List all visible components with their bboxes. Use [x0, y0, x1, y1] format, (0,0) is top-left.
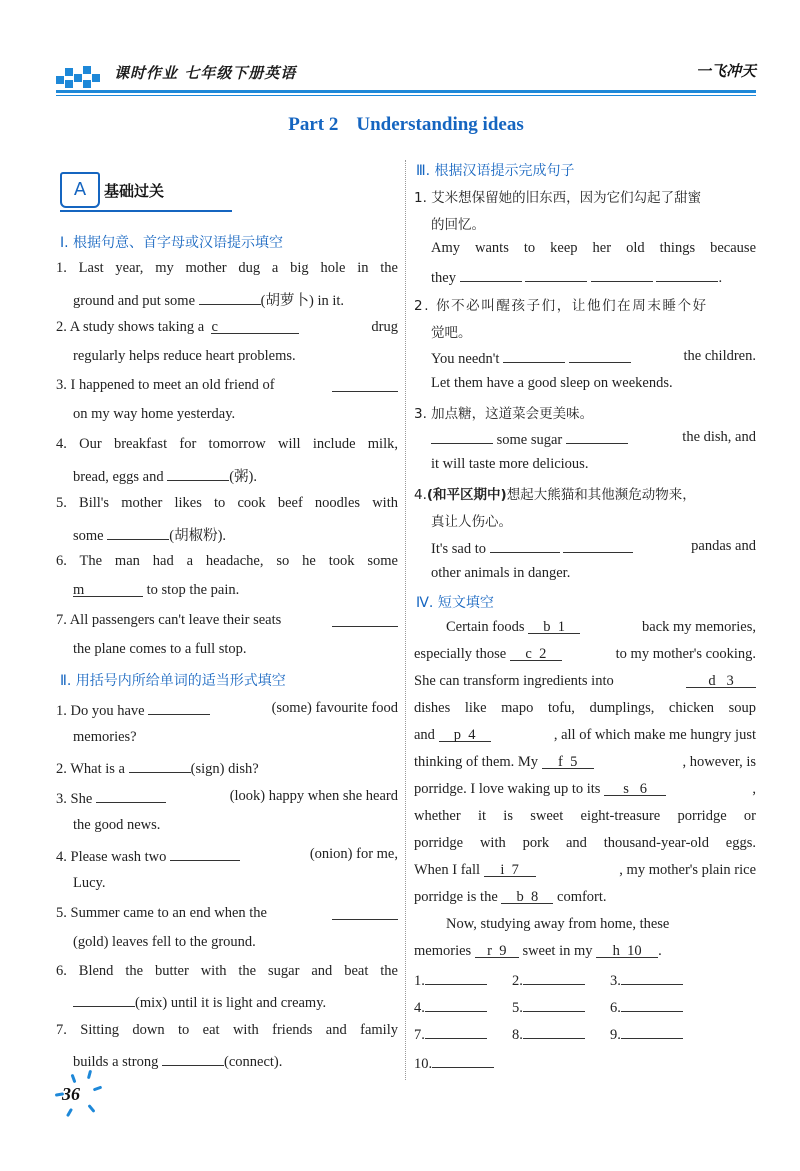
text: back my memories, — [642, 619, 756, 635]
gap-number: 10 — [627, 943, 642, 959]
passage-line: porridge. I love waking up to its s 6 , — [414, 781, 756, 797]
passage-line — [414, 646, 756, 663]
answer-blank[interactable] — [490, 538, 560, 553]
passage-line: whether it is sweet eight-treasure porridge or — [414, 808, 756, 824]
answer-blank[interactable] — [73, 992, 135, 1007]
part-number: Part 2 — [288, 114, 339, 135]
answer-blank[interactable] — [621, 970, 683, 985]
passage-gap[interactable] — [439, 727, 491, 742]
s1-line: 1. Last year, my mother dug a big hole in the — [56, 260, 398, 276]
answer-line — [512, 1024, 585, 1044]
s3-line: 真让人伤心。 — [431, 514, 512, 530]
text: ground and put some — [73, 293, 196, 309]
answer-number: 10. — [414, 1056, 433, 1072]
text: some sugar — [496, 432, 563, 448]
section-2-heading: Ⅱ. 用括号内所给单词的适当形式填空 — [60, 673, 286, 689]
answer-blank[interactable] — [431, 429, 493, 444]
s3-line: 2. 你不必叫醒孩子们，让他们在周末睡个好 — [414, 298, 708, 314]
answer-blank[interactable] — [96, 788, 166, 803]
s2-line: the good news. — [73, 817, 161, 833]
gap-number: 7 — [511, 862, 519, 878]
passage-line — [414, 727, 756, 744]
answer-blank[interactable] — [523, 1024, 585, 1039]
s3-line: 1. 艾米想保留她的旧东西，因为它们勾起了甜蜜 — [414, 190, 702, 206]
s1-line — [73, 465, 257, 486]
answer-blank[interactable] — [525, 267, 587, 282]
header-title: 课时作业 七年级下册英语 — [114, 64, 297, 82]
badge-underline — [60, 210, 232, 212]
s1-line — [73, 289, 344, 310]
answer-number: 5. — [512, 1000, 523, 1016]
gap-letter: b — [516, 889, 524, 905]
s1-line — [56, 319, 398, 336]
text: 4. Please wash two — [56, 849, 167, 865]
text: When I fall — [414, 862, 481, 878]
text: 3. She — [56, 791, 93, 807]
passage-gap[interactable] — [484, 862, 536, 877]
gap-letter: i — [500, 862, 505, 878]
answer-number: 3. — [610, 973, 621, 989]
text: porridge. I love waking up to its — [414, 781, 601, 797]
header-rule — [56, 90, 756, 93]
s3-line: other animals in danger. — [431, 565, 571, 581]
text: , however, is — [682, 754, 756, 770]
section-3-heading: Ⅲ. 根据汉语提示完成句子 — [416, 163, 575, 179]
book-icon — [60, 172, 100, 208]
badge-letter: A — [73, 179, 87, 200]
s2-line: 6. Blend the butter with the sugar and beat the — [56, 963, 398, 979]
s2-line — [56, 758, 259, 778]
s1-line: regularly helps reduce heart problems. — [73, 348, 296, 364]
text: comfort. — [557, 889, 607, 905]
answer-line — [512, 997, 585, 1017]
text: , all of which make me hungry just — [553, 727, 756, 743]
text: . — [658, 943, 662, 959]
answer-line — [414, 1053, 494, 1073]
s2-line — [73, 1051, 282, 1071]
s1-line — [56, 612, 398, 629]
answer-number: 1. — [414, 973, 425, 989]
answer-blank[interactable] — [523, 997, 585, 1012]
answer-line — [610, 970, 683, 990]
answer-number: 2. — [512, 973, 523, 989]
s2-line: 7. Sitting down to eat with friends and family — [56, 1022, 398, 1038]
section-badge — [60, 170, 232, 212]
passage-line: porridge with pork and thousand-year-old eggs. — [414, 835, 756, 851]
text: (胡椒粉). — [169, 528, 227, 544]
answer-line — [512, 970, 585, 990]
passage-line — [414, 754, 756, 771]
gap-number: 3 — [726, 673, 734, 689]
column-divider — [405, 160, 406, 1080]
answer-blank[interactable] — [211, 319, 299, 334]
s3-line — [431, 348, 756, 368]
answer-blank[interactable] — [621, 1024, 683, 1039]
answer-blank[interactable] — [566, 429, 628, 444]
s1-line — [73, 524, 226, 545]
text: (connect). — [224, 1054, 283, 1070]
s3-line: it will taste more delicious. — [431, 456, 589, 472]
passage-line: dishes like mapo tofu, dumplings, chicken soup — [414, 700, 756, 716]
gap-letter: f — [558, 754, 563, 770]
passage-line: Now, studying away from home, these — [446, 916, 670, 932]
header-rule-thin — [56, 95, 756, 96]
s3-line — [431, 429, 756, 449]
text: they — [431, 270, 456, 286]
s2-line: (gold) leaves fell to the ground. — [73, 934, 256, 950]
text: especially those — [414, 646, 507, 662]
text: 3. I happened to meet an old friend of — [56, 377, 275, 393]
text: (mix) until it is light and creamy. — [135, 995, 327, 1011]
s3-line: Amy wants to keep her old things because — [431, 240, 756, 256]
passage-gap[interactable] — [604, 781, 666, 796]
s3-line — [431, 538, 756, 558]
answer-blank[interactable] — [656, 267, 718, 282]
text: memories — [414, 943, 472, 959]
answer-blank[interactable] — [523, 970, 585, 985]
text: the dish, and — [682, 429, 756, 445]
gap-letter: b — [543, 619, 551, 635]
passage-gap[interactable] — [686, 673, 756, 688]
text: 想起大熊猫和其他濒危动物来， — [506, 487, 696, 503]
s1-line: the plane comes to a full stop. — [73, 641, 247, 657]
s1-line — [56, 377, 398, 394]
passage-gap[interactable] — [528, 619, 580, 634]
text: 4. — [414, 487, 427, 503]
text: to my mother's cooking. — [615, 646, 756, 662]
gap-number: 4 — [468, 727, 476, 743]
passage-gap[interactable] — [501, 889, 553, 904]
s3-line: they . — [431, 267, 722, 287]
answer-line — [414, 997, 487, 1017]
answer-blank[interactable] — [503, 348, 565, 363]
s1-line — [73, 582, 239, 599]
gap-number: 2 — [539, 646, 547, 662]
answer-line — [610, 1024, 683, 1044]
s3-line: 3. 加点糖，这道菜会更美味。 — [414, 406, 594, 422]
answer-blank[interactable] — [425, 1024, 487, 1039]
answer-blank[interactable] — [199, 290, 261, 305]
answer-number: 6. — [610, 1000, 621, 1016]
text: (胡萝卜) in it. — [260, 293, 345, 309]
answer-blank[interactable] — [73, 582, 143, 597]
text: 1. Do you have — [56, 703, 145, 719]
part-title — [0, 114, 800, 136]
answer-blank[interactable] — [591, 267, 653, 282]
answer-number: 7. — [414, 1027, 425, 1043]
s2-line — [56, 700, 398, 720]
answer-number: 4. — [414, 1000, 425, 1016]
answer-blank[interactable] — [170, 846, 240, 861]
gap-number: 6 — [639, 781, 647, 797]
logo-grid-icon — [56, 64, 100, 92]
answer-blank[interactable] — [425, 997, 487, 1012]
passage-line — [446, 619, 756, 636]
passage-line — [414, 943, 662, 960]
gap-letter: h — [612, 943, 620, 959]
s1-line: on my way home yesterday. — [73, 406, 236, 422]
text: 5. Summer came to an end when the — [56, 905, 267, 921]
text: pandas and — [691, 538, 756, 554]
answer-number: 9. — [610, 1027, 621, 1043]
s3-line: 觉吧。 — [431, 325, 472, 341]
s3-line: 的回忆。 — [431, 217, 485, 233]
text: (sign) dish? — [190, 761, 259, 777]
text: , my mother's plain rice — [619, 862, 756, 878]
answer-line — [414, 970, 487, 990]
section-4-heading: Ⅳ. 短文填空 — [416, 595, 494, 611]
answer-line — [610, 997, 683, 1017]
passage-line — [414, 862, 756, 879]
text: drug — [371, 319, 398, 335]
text: (粥). — [229, 469, 258, 485]
passage-line — [414, 889, 607, 906]
s3-line — [414, 483, 696, 503]
page-header — [56, 58, 756, 94]
gap-number: 8 — [531, 889, 539, 905]
text: some — [73, 528, 104, 544]
passage-gap[interactable] — [542, 754, 594, 769]
gap-letter: p — [453, 727, 461, 743]
passage-gap[interactable] — [596, 943, 658, 958]
passage-gap[interactable] — [475, 943, 519, 958]
s2-line — [56, 905, 398, 922]
gap-letter: s — [623, 781, 629, 797]
s2-line — [73, 992, 326, 1012]
text: and — [414, 727, 435, 743]
gap-letter: c — [525, 646, 532, 662]
text: 7. All passengers can't leave their seats — [56, 612, 282, 628]
s1-line: 5. Bill's mother likes to cook beef noodles with — [56, 495, 398, 511]
answer-blank[interactable] — [148, 700, 210, 715]
text: She can transform ingredients into — [414, 673, 614, 689]
text: sweet in my — [522, 943, 593, 959]
answer-blank[interactable] — [569, 348, 631, 363]
text: 2. What is a — [56, 761, 125, 777]
s2-line — [56, 788, 398, 808]
s2-line: Lucy. — [73, 875, 106, 891]
text: 2. A study shows taking a — [56, 319, 205, 335]
passage-gap[interactable] — [510, 646, 562, 661]
answer-blank[interactable] — [167, 466, 229, 481]
text: (some) favourite food — [271, 700, 398, 716]
gap-number: 5 — [570, 754, 578, 770]
s2-line: memories? — [73, 729, 137, 745]
text: porridge is the — [414, 889, 498, 905]
source-tag: (和平区期中) — [426, 487, 507, 503]
answer-blank[interactable] — [332, 905, 398, 920]
answer-blank[interactable] — [432, 1053, 494, 1068]
gap-number: 9 — [499, 943, 507, 959]
text: builds a strong — [73, 1054, 159, 1070]
passage-line — [414, 673, 756, 690]
gap-letter: r — [487, 943, 492, 959]
s1-line: 6. The man had a headache, so he took some — [56, 553, 398, 569]
answer-blank[interactable] — [460, 267, 522, 282]
answer-blank[interactable] — [129, 758, 191, 773]
answer-blank[interactable] — [332, 377, 398, 392]
text: to stop the pain. — [146, 582, 240, 598]
s1-line: 4. Our breakfast for tomorrow will include milk, — [56, 436, 398, 452]
text: You needn't — [431, 351, 500, 367]
text: It's sad to — [431, 541, 486, 557]
text: (look) happy when she heard — [229, 788, 398, 804]
answer-line — [414, 1024, 487, 1044]
answer-number: 8. — [512, 1027, 523, 1043]
answer-blank[interactable] — [332, 612, 398, 627]
text: (onion) for me, — [309, 846, 398, 862]
text: the children. — [683, 348, 756, 364]
text: Certain foods — [446, 619, 525, 635]
hint-letter: c — [211, 319, 218, 335]
s3-line: Let them have a good sleep on weekends. — [431, 375, 673, 391]
header-brand: 一飞冲天 — [695, 62, 756, 80]
gap-number: 1 — [557, 619, 566, 635]
answer-blank[interactable] — [107, 525, 169, 540]
answer-blank[interactable] — [563, 538, 633, 553]
text: bread, eggs and — [73, 469, 164, 485]
s2-line — [56, 846, 398, 866]
answer-blank[interactable] — [621, 997, 683, 1012]
text: thinking of them. My — [414, 754, 539, 770]
part-name: Understanding ideas — [356, 114, 524, 135]
page-number: 36 — [62, 1084, 80, 1104]
answer-blank[interactable] — [162, 1051, 224, 1066]
section-1-heading: Ⅰ. 根据句意、首字母或汉语提示填空 — [60, 235, 284, 251]
answer-blank[interactable] — [425, 970, 487, 985]
hint-letter: m — [73, 582, 85, 598]
gap-letter: d — [708, 673, 716, 689]
badge-label: 基础过关 — [104, 182, 165, 200]
